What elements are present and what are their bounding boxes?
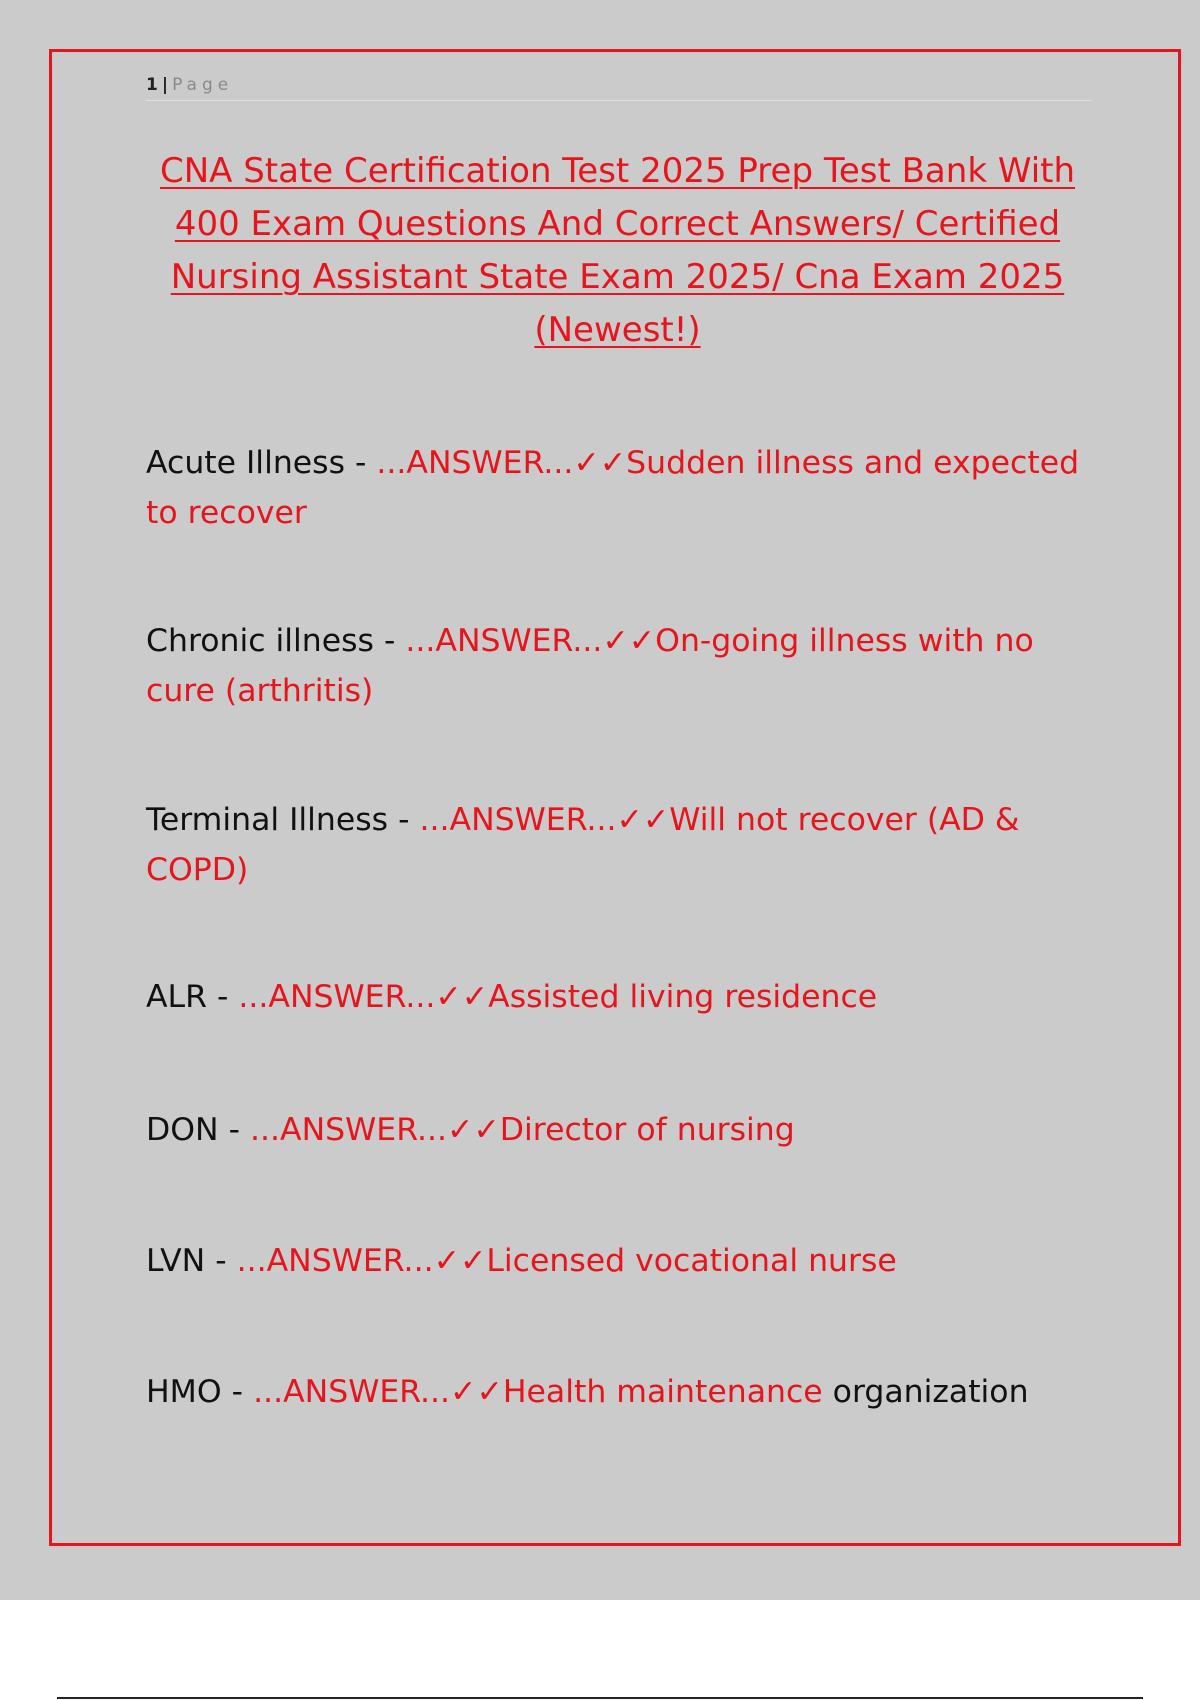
document-title: CNA State Certification Test 2025 Prep Test Bank With 400 Exam Questions And Correct Answers/ Certified Nursing Assistant State Exam 2025/ Cna Exam 2025 (Newest!) xyxy=(159,151,1076,350)
qa-answer: ...ANSWER...✓✓Health maintenance xyxy=(253,1374,823,1410)
qa-item-chronic-illness xyxy=(146,616,1086,716)
qa-term: ALR - xyxy=(146,979,239,1015)
page-number: 1 xyxy=(146,75,158,95)
qa-item-alr xyxy=(146,972,1086,1022)
qa-answer: ...ANSWER...✓✓Sudden illness and expected to recover xyxy=(146,445,1080,531)
qa-answer: ...ANSWER...✓✓Assisted living residence xyxy=(238,979,878,1015)
page-label: Page xyxy=(172,75,234,95)
qa-term: LVN - xyxy=(146,1243,237,1279)
qa-item-acute-illness xyxy=(146,438,1086,538)
qa-answer-tail: organization xyxy=(822,1374,1029,1410)
page-separator: | xyxy=(161,75,169,95)
qa-item-hmo xyxy=(146,1367,1086,1417)
page-header xyxy=(146,72,1092,101)
qa-term: Acute Illness - xyxy=(146,445,377,481)
bottom-rule xyxy=(57,1697,1143,1699)
qa-answer: ...ANSWER...✓✓Licensed vocational nurse xyxy=(236,1243,897,1279)
qa-term: HMO - xyxy=(146,1374,254,1410)
qa-answer: ...ANSWER...✓✓Director of nursing xyxy=(250,1112,795,1148)
qa-answer: ...ANSWER...✓✓On-going illness with no cure (arthritis) xyxy=(146,623,1034,709)
qa-term: DON - xyxy=(146,1112,251,1148)
qa-item-terminal-illness xyxy=(146,795,1086,895)
qa-term: Chronic illness - xyxy=(146,623,406,659)
qa-item-lvn xyxy=(146,1236,1086,1286)
qa-term: Terminal Illness - xyxy=(146,802,420,838)
qa-answer: ...ANSWER...✓✓Will not recover (AD & COPD) xyxy=(146,802,1020,888)
qa-item-don xyxy=(146,1105,1086,1155)
